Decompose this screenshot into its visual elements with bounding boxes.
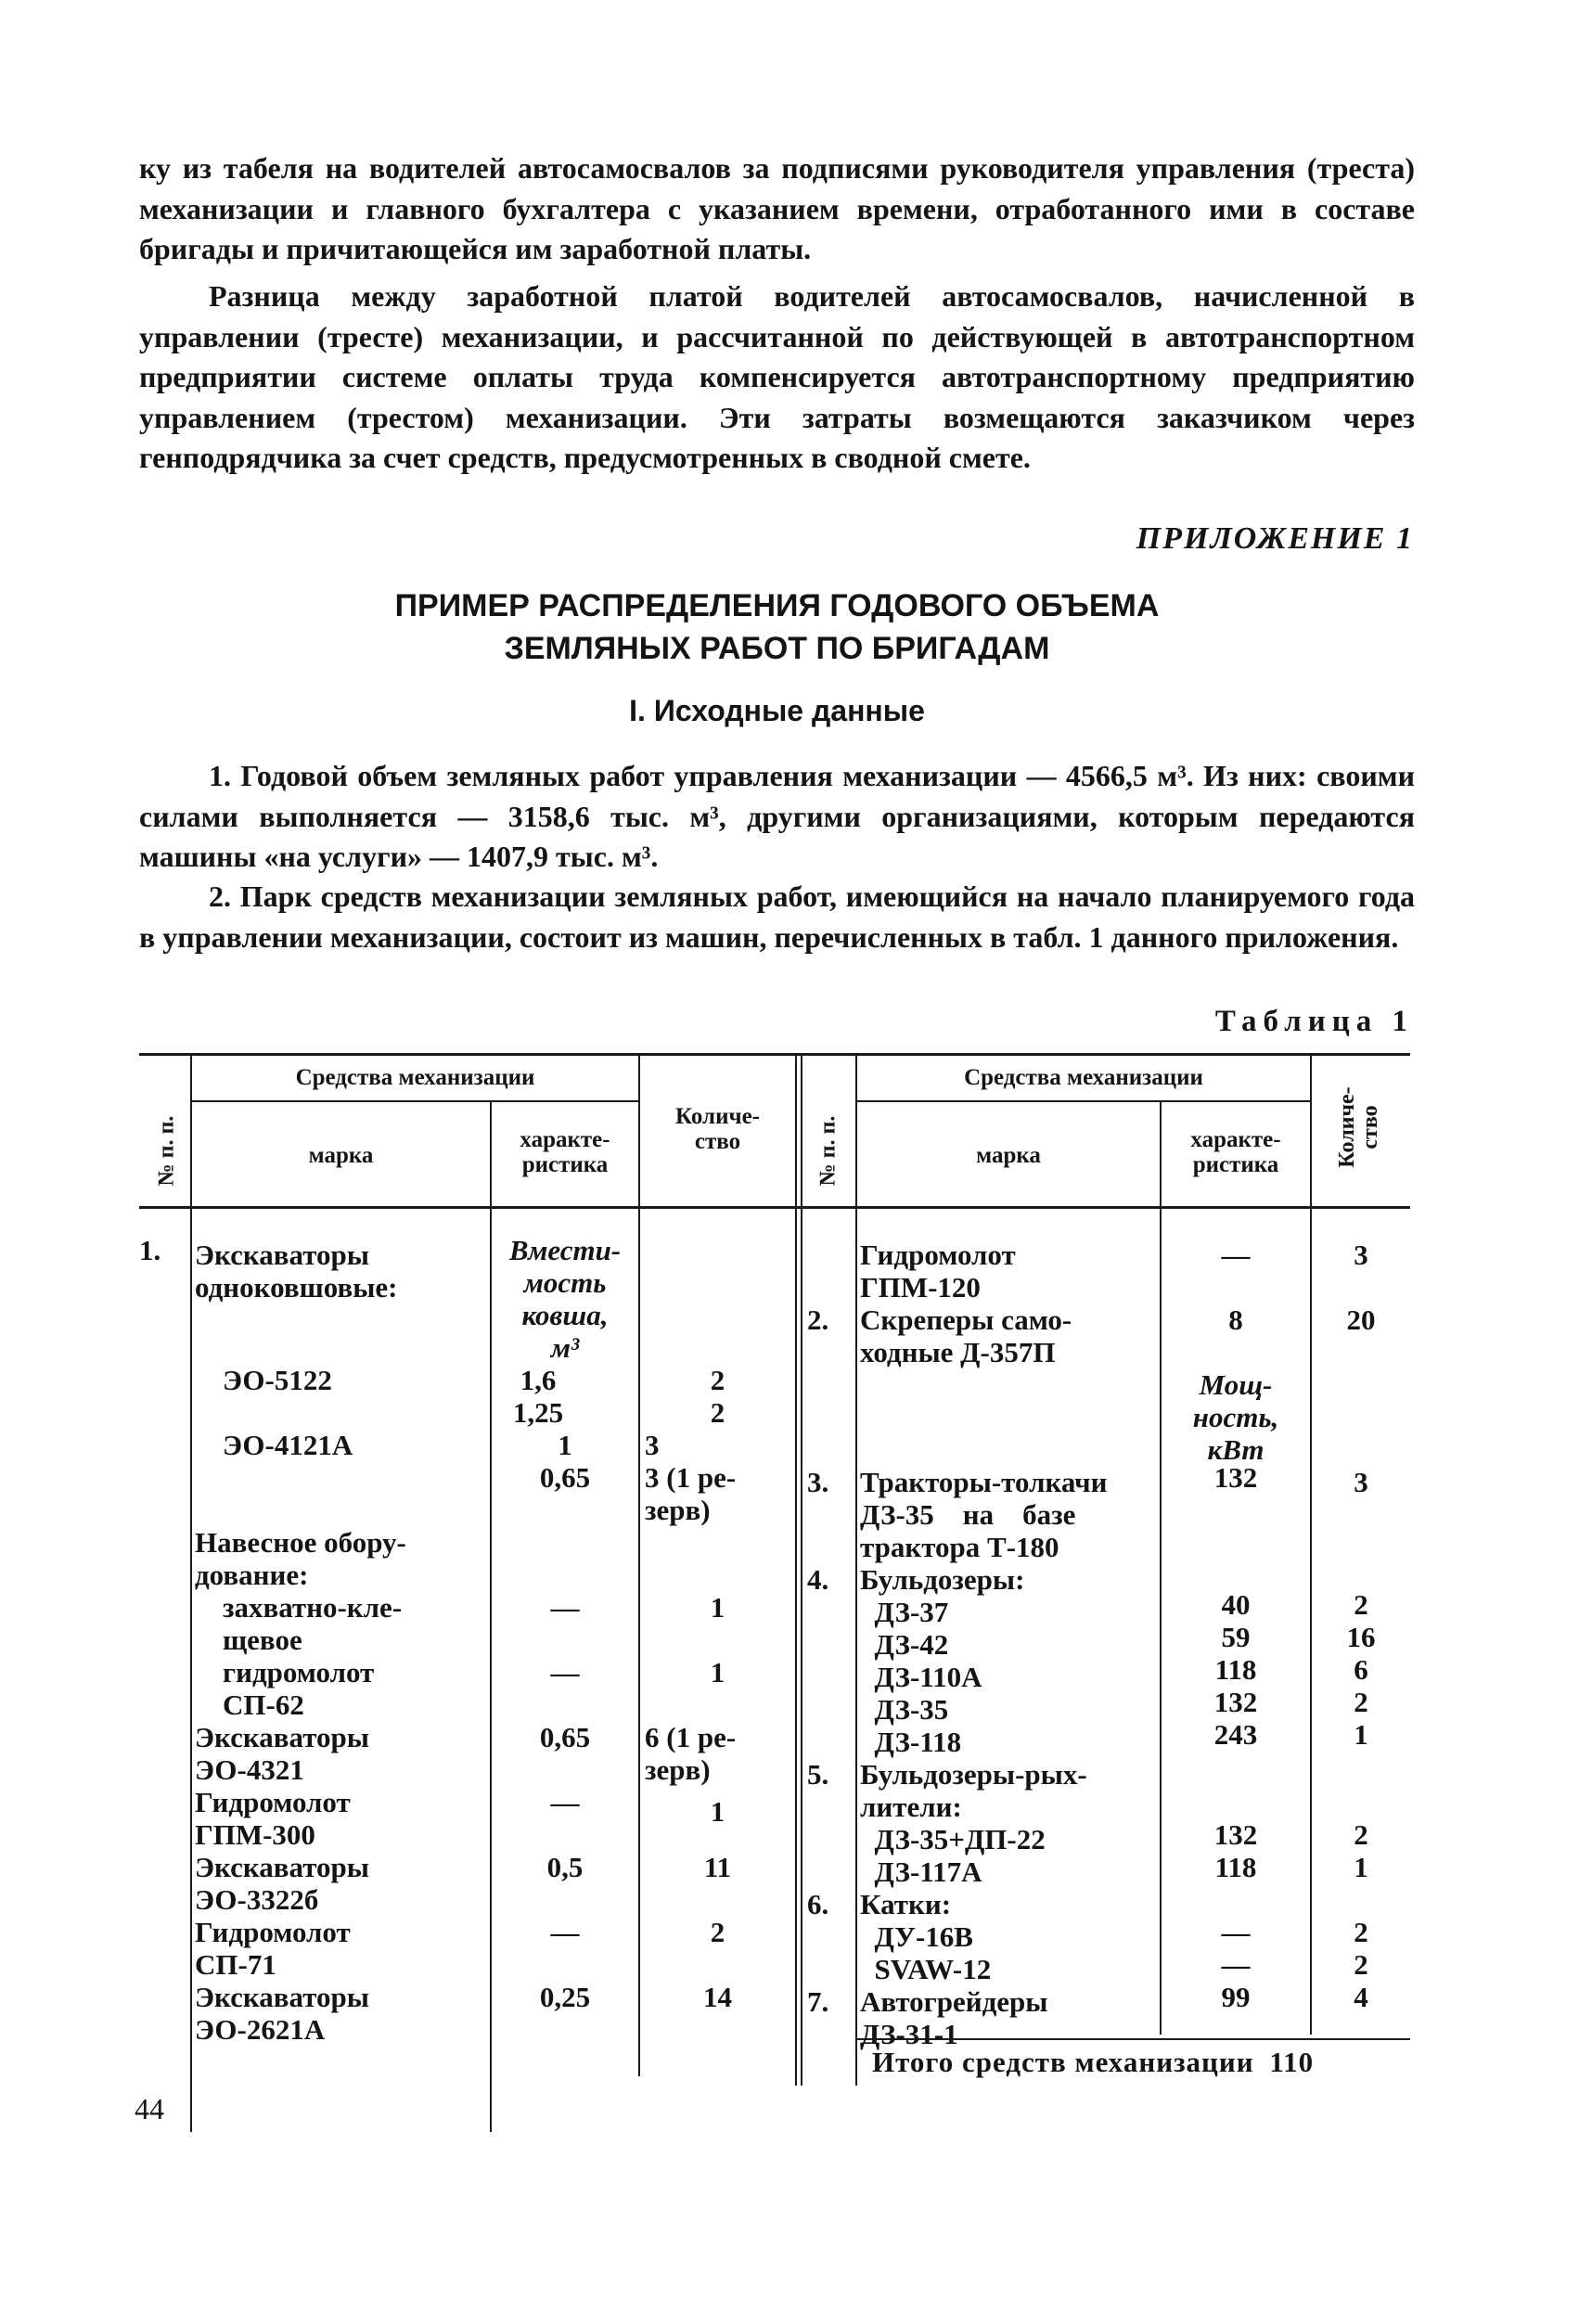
right-name-9: ДУ-16В SVAW-12 (874, 1920, 992, 1985)
rule-h-right (855, 1100, 1310, 1102)
right-name-6: Бульдозеры-рых- лители: (860, 1758, 1087, 1823)
header-mark-right: марка (976, 1143, 1041, 1168)
right-name-10: Автогрейдеры ДЗ-31-1 (860, 1985, 1048, 2050)
right-char-3: 132 (1213, 1461, 1258, 1494)
right-qty-2: 20 (1346, 1303, 1376, 1336)
right-name-2: Скреперы само- ходные Д-357П (860, 1303, 1072, 1368)
title-line-1: ПРИМЕР РАСПРЕДЕЛЕНИЯ ГОДОВОГО ОБЪЕМА (394, 588, 1160, 623)
right-char-5: 40 59 118 132 243 (1213, 1588, 1258, 1751)
rule-v8 (1310, 1056, 1312, 2035)
left-qty-8: 1 (710, 1795, 725, 1828)
right-num-10: 7. (807, 1985, 829, 2018)
header-mark-left: марка (308, 1143, 374, 1168)
left-name-7: Экскаваторы ЭО-4321 (195, 1721, 369, 1786)
left-qty-2: 2 2 (710, 1364, 725, 1429)
header-char-left: характе- ристика (520, 1127, 610, 1177)
right-num-8: 6. (807, 1888, 829, 1920)
left-name-3: ЭО-4121А (223, 1429, 353, 1461)
title-line-2: ЗЕМЛЯНЫХ РАБОТ ПО БРИГАДАМ (504, 631, 1050, 666)
right-num-3: 3. (807, 1466, 829, 1498)
right-char-1: — (1221, 1239, 1251, 1271)
table-header-rule (139, 1206, 1410, 1209)
left-qty-7: 6 (1 ре- зерв) (645, 1721, 737, 1786)
right-char-2: 8 (1228, 1303, 1243, 1336)
left-qty-5: 1 (710, 1591, 725, 1624)
appendix-label: ПРИЛОЖЕНИЕ 1 (1136, 521, 1414, 556)
left-qty-11: 14 (703, 1981, 732, 2013)
header-num-right: № п. п. (815, 1115, 841, 1187)
right-char-7: 132 118 (1213, 1818, 1258, 1883)
left-num-1: 1. (139, 1234, 161, 1266)
right-name-7: ДЗ-35+ДП-22 ДЗ-117А (874, 1823, 1046, 1888)
table-top-rule (139, 1053, 1410, 1056)
header-group-right: Средства механизации (964, 1065, 1203, 1090)
right-name-1: Гидромолот ГПМ-120 (860, 1239, 1016, 1303)
left-name-6: гидромолот СП-62 (223, 1656, 375, 1721)
left-char-3: 1 0,65 (539, 1429, 591, 1494)
right-char-9: — — (1221, 1916, 1251, 1981)
left-name-8: Гидромолот ГПМ-300 (195, 1786, 351, 1851)
right-qty-5: 2 16 6 2 1 (1346, 1588, 1376, 1751)
rule-v5 (801, 1056, 802, 2086)
left-char-9: 0,5 (546, 1851, 584, 1883)
rule-h-left (190, 1100, 638, 1102)
left-name-1: Экскаваторы одноковшовые: (195, 1239, 398, 1303)
right-num-6: 5. (807, 1758, 829, 1791)
left-char-2: 1,6 1,25 (512, 1364, 564, 1429)
left-name-9: Экскаваторы ЭО-3322б (195, 1851, 369, 1916)
header-group-left: Средства механизации (295, 1065, 535, 1090)
left-name-5: захватно-кле- щевое (223, 1591, 403, 1656)
total-label: Итого средств механизации (872, 2046, 1254, 2078)
left-char-6: — (550, 1656, 580, 1688)
right-num-2: 2. (807, 1303, 829, 1336)
section-heading: I. Исходные данные (629, 694, 925, 727)
left-qty-9: 11 (703, 1851, 732, 1883)
right-qty-10: 4 (1354, 1981, 1368, 2013)
left-name-4: Навесное обору- дование: (195, 1526, 406, 1591)
right-name-8: Катки: (860, 1888, 952, 1920)
table-total (872, 2046, 1314, 2079)
left-name-2: ЭО-5122 (223, 1364, 332, 1396)
header-char-right: характе- ристика (1190, 1127, 1281, 1177)
left-char-5: — (550, 1591, 580, 1624)
left-qty-3: 3 3 (1 ре- зерв) (645, 1429, 737, 1526)
left-char-10: — (550, 1916, 580, 1948)
header-num-left: № п. п. (154, 1115, 179, 1187)
rule-v1 (190, 1056, 192, 2132)
right-name-5: ДЗ-37 ДЗ-42 ДЗ-110А ДЗ-35 ДЗ-118 (874, 1596, 982, 1758)
left-char-1: Вмести- мость ковша, м³ (508, 1234, 622, 1364)
right-char-10: 99 (1221, 1981, 1251, 2013)
rule-v4 (795, 1056, 797, 2086)
point-1: 1. Годовой объем земляных работ управления механизации — 4566,5 м³. Из них: своими силами выполняется — 3158,6 тыс. м³, другими организациями, которым передаются машины «на услуги» — 1407,9 тыс. м³. (139, 759, 1415, 873)
table-label: Таблица 1 (1214, 1005, 1414, 1038)
right-qty-9: 2 2 (1354, 1916, 1368, 1981)
page-number: 44 (135, 2092, 164, 2125)
header-qty-right: Количе- ство (1335, 1086, 1382, 1168)
left-name-10: Гидромолот СП-71 (195, 1916, 351, 1981)
left-char-11: 0,25 (539, 1981, 591, 2013)
right-qty-7: 2 1 (1354, 1818, 1368, 1883)
right-name-4: Бульдозеры: (860, 1563, 1025, 1596)
total-value: 110 (1269, 2046, 1315, 2078)
right-qty-3: 3 (1354, 1466, 1368, 1498)
point-2: 2. Парк средств механизации земляных работ, имеющийся на начало планируемого года в управлении механизации, состоит из машин, перечисленных в табл. 1 данного приложения. (139, 880, 1415, 954)
right-name-3: Тракторы-толкачи ДЗ-35 на базе трактора Т-180 (860, 1466, 1108, 1563)
left-qty-6: 1 (710, 1656, 725, 1688)
left-name-11: Экскаваторы ЭО-2621А (195, 1981, 369, 2046)
right-qty-1: 3 (1354, 1239, 1368, 1271)
intro-paragraph-2: Разница между заработной платой водителей автосамосвалов, начисленной в управлении (тресте) механизации, и рассчитанной по действующей в автотранспортном предприятии системе оплаты труда компенсируется автотранспортному предприятию управлением (трестом) механизации. Эти затраты возмещаются заказчиком через генподрядчика за счет средств, предусмотренных в сводной смете. (139, 279, 1415, 474)
intro-paragraph-1: ку из табеля на водителей автосамосвалов за подписями руководителя управления (треста) механизации и главного бухгалтера с указанием времени, отработанного ими в составе бригады и причитающейся им заработной платы. (139, 151, 1415, 265)
rule-v6 (855, 1056, 857, 2086)
left-char-7: 0,65 (539, 1721, 591, 1753)
right-char-power: Мощ- ность, кВт (1192, 1368, 1279, 1466)
left-qty-10: 2 (710, 1916, 725, 1948)
header-qty-left: Количе- ство (674, 1104, 760, 1154)
left-char-8: — (550, 1786, 580, 1818)
right-num-4: 4. (807, 1563, 829, 1596)
